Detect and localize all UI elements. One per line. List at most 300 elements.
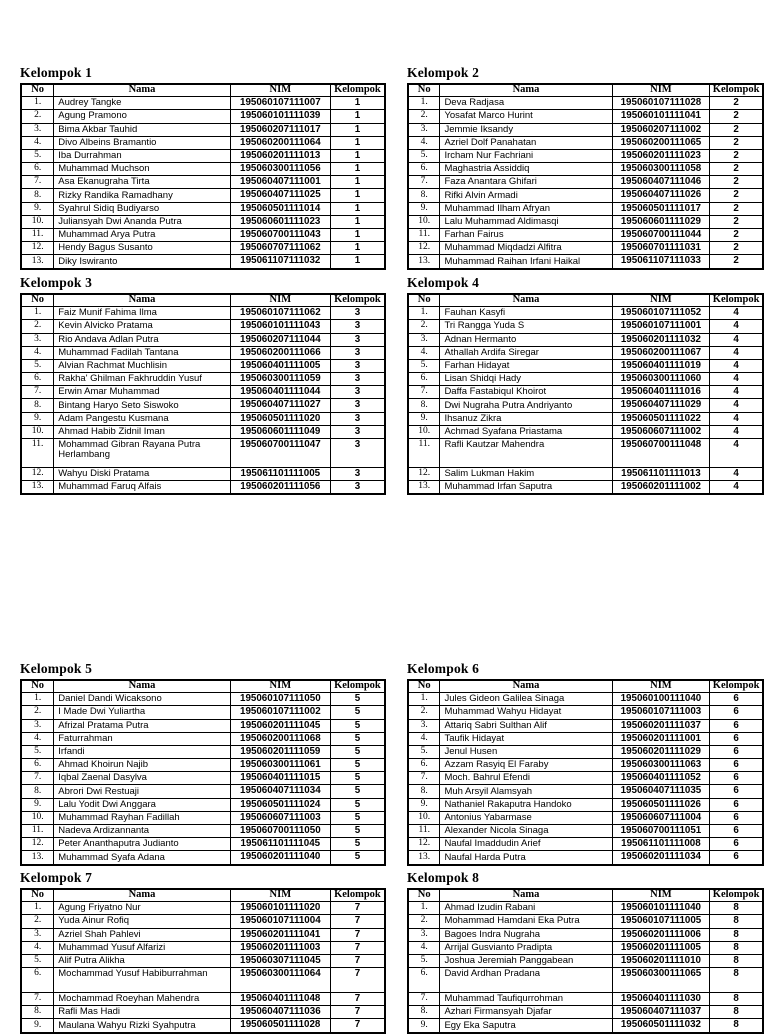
table-row xyxy=(21,176,385,189)
table-row xyxy=(408,968,763,993)
no-cell: 5. xyxy=(21,359,54,372)
nama-cell: Divo Albeins Bramantio xyxy=(54,136,231,149)
table-row xyxy=(408,110,763,123)
kelompok-cell: 5 xyxy=(330,745,385,758)
table-row xyxy=(21,149,385,162)
nama-cell: Iqbal Zaenal Dasylva xyxy=(54,772,231,785)
table-row xyxy=(408,481,763,495)
nim-cell: 195061101111008 xyxy=(612,838,710,851)
no-cell: 2. xyxy=(21,706,54,719)
nama-cell: Attariq Sabri Sulthan Alif xyxy=(440,719,612,732)
column-header: NIM xyxy=(230,889,330,902)
no-cell: 7. xyxy=(408,386,440,399)
column-header: Kelompok xyxy=(710,680,763,693)
nama-cell: Athallah Ardifa Siregar xyxy=(440,346,612,359)
kelompok-cell: 1 xyxy=(330,97,385,110)
no-cell: 13. xyxy=(21,851,54,865)
table-row xyxy=(408,825,763,838)
nama-cell: Azhari Firmansyah Djafar xyxy=(440,1006,612,1019)
no-cell: 2. xyxy=(408,706,440,719)
kelompok-cell: 4 xyxy=(710,399,763,412)
nim-cell: 195060207111044 xyxy=(230,333,330,346)
no-cell: 9. xyxy=(21,202,54,215)
kelompok-cell: 4 xyxy=(710,412,763,425)
group-table xyxy=(20,83,386,269)
nim-cell: 195060201111001 xyxy=(612,732,710,745)
nim-cell: 195060700111050 xyxy=(230,825,330,838)
table-row xyxy=(21,759,385,772)
kelompok-cell: 1 xyxy=(330,149,385,162)
nama-cell: Wahyu Diski Pratama xyxy=(54,468,231,481)
nama-cell: Azriel Dolf Panahatan xyxy=(440,136,612,149)
group-section-4 xyxy=(407,276,764,495)
table-row xyxy=(21,202,385,215)
table-row xyxy=(21,706,385,719)
no-cell: 11. xyxy=(21,825,54,838)
nama-cell: Bagoes Indra Nugraha xyxy=(440,928,612,941)
no-cell: 12. xyxy=(408,838,440,851)
table-row xyxy=(408,399,763,412)
kelompok-cell: 3 xyxy=(330,412,385,425)
group-title: Kelompok 4 xyxy=(407,275,480,290)
no-cell: 8. xyxy=(408,1006,440,1019)
no-cell: 1. xyxy=(21,902,54,915)
table-row xyxy=(21,719,385,732)
kelompok-cell: 5 xyxy=(330,693,385,706)
table-row xyxy=(21,785,385,798)
nama-cell: Muhammad Raihan Irfani Haikal xyxy=(440,255,612,269)
nim-cell: 195060407111027 xyxy=(230,399,330,412)
nim-cell: 195060201111029 xyxy=(612,745,710,758)
no-cell: 12. xyxy=(408,468,440,481)
table-row xyxy=(21,693,385,706)
column-header: No xyxy=(21,889,54,902)
kelompok-cell: 5 xyxy=(330,811,385,824)
group-title: Kelompok 6 xyxy=(407,661,480,676)
no-cell: 5. xyxy=(408,954,440,967)
table-row xyxy=(408,386,763,399)
nama-cell: Deva Radjasa xyxy=(440,97,612,110)
table-row xyxy=(21,229,385,242)
no-cell: 8. xyxy=(21,399,54,412)
nama-cell: Fauhan Kasyfi xyxy=(440,307,612,320)
table-row xyxy=(408,928,763,941)
table-row xyxy=(21,928,385,941)
table-row xyxy=(408,745,763,758)
kelompok-cell: 3 xyxy=(330,468,385,481)
no-cell: 4. xyxy=(408,732,440,745)
nama-cell: Adnan Hermanto xyxy=(440,333,612,346)
header-row xyxy=(21,889,385,902)
nim-cell: 195060201111010 xyxy=(612,954,710,967)
no-cell: 5. xyxy=(21,954,54,967)
kelompok-cell: 4 xyxy=(710,359,763,372)
table-row xyxy=(408,163,763,176)
nama-cell: Faturrahman xyxy=(54,732,231,745)
table-row xyxy=(408,772,763,785)
nim-cell: 195060607111003 xyxy=(230,811,330,824)
nim-cell: 195060107111004 xyxy=(230,915,330,928)
kelompok-cell: 4 xyxy=(710,386,763,399)
no-cell: 5. xyxy=(408,359,440,372)
nim-cell: 195060201111034 xyxy=(612,851,710,865)
nama-cell: Alvian Rachmat Muchlisin xyxy=(54,359,231,372)
no-cell: 6. xyxy=(21,373,54,386)
kelompok-cell: 8 xyxy=(710,1019,763,1033)
nama-cell: Agung Pramono xyxy=(54,110,231,123)
nama-cell: Afrizal Pratama Putra xyxy=(54,719,231,732)
kelompok-cell: 4 xyxy=(710,425,763,438)
nama-cell: Rafli Mas Hadi xyxy=(54,1006,231,1019)
table-row xyxy=(21,215,385,228)
nama-cell: Rifki Alvin Armadi xyxy=(440,189,612,202)
kelompok-cell: 6 xyxy=(710,785,763,798)
nim-cell: 195060607111002 xyxy=(612,425,710,438)
no-cell: 4. xyxy=(408,346,440,359)
table-row xyxy=(408,954,763,967)
kelompok-cell: 5 xyxy=(330,706,385,719)
kelompok-cell: 5 xyxy=(330,772,385,785)
group-title: Kelompok 2 xyxy=(407,65,480,80)
table-row xyxy=(408,215,763,228)
nama-cell: Lisan Shidqi Hady xyxy=(440,373,612,386)
no-cell: 6. xyxy=(408,373,440,386)
table-row xyxy=(21,481,385,495)
header-row xyxy=(408,889,763,902)
kelompok-cell: 4 xyxy=(710,320,763,333)
nama-cell: Salim Lukman Hakim xyxy=(440,468,612,481)
column-header: Nama xyxy=(54,889,231,902)
column-header: Kelompok xyxy=(710,889,763,902)
column-header: NIM xyxy=(230,294,330,307)
no-cell: 4. xyxy=(21,732,54,745)
nim-cell: 195060401111044 xyxy=(230,386,330,399)
kelompok-cell: 2 xyxy=(710,215,763,228)
nim-cell: 195060501111024 xyxy=(230,798,330,811)
no-cell: 2. xyxy=(408,320,440,333)
nama-cell: Mohammad Gibran Rayana Putra Herlambang xyxy=(54,439,231,468)
no-cell: 8. xyxy=(408,399,440,412)
nim-cell: 195060501111017 xyxy=(612,202,710,215)
no-cell: 11. xyxy=(408,229,440,242)
nama-cell: Joshua Jeremiah Panggabean xyxy=(440,954,612,967)
kelompok-cell: 2 xyxy=(710,242,763,255)
no-cell: 13. xyxy=(408,255,440,269)
no-cell: 13. xyxy=(21,255,54,269)
nim-cell: 195060407111025 xyxy=(230,189,330,202)
table-row xyxy=(21,745,385,758)
no-cell: 1. xyxy=(408,97,440,110)
kelompok-cell: 6 xyxy=(710,759,763,772)
header-row xyxy=(21,294,385,307)
column-header: NIM xyxy=(612,889,710,902)
kelompok-cell: 8 xyxy=(710,1006,763,1019)
nama-cell: Peter Ananthaputra Judianto xyxy=(54,838,231,851)
nim-cell: 195060601111023 xyxy=(230,215,330,228)
table-row xyxy=(21,954,385,967)
nim-cell: 195060200111067 xyxy=(612,346,710,359)
nama-cell: Lalu Yodit Dwi Anggara xyxy=(54,798,231,811)
kelompok-cell: 6 xyxy=(710,719,763,732)
nim-cell: 195060200111065 xyxy=(612,136,710,149)
no-cell: 1. xyxy=(408,693,440,706)
kelompok-cell: 1 xyxy=(330,202,385,215)
no-cell: 1. xyxy=(408,902,440,915)
kelompok-cell: 7 xyxy=(330,1019,385,1033)
nim-cell: 195060201111059 xyxy=(230,745,330,758)
kelompok-cell: 2 xyxy=(710,255,763,269)
kelompok-cell: 7 xyxy=(330,968,385,993)
no-cell: 6. xyxy=(408,759,440,772)
kelompok-cell: 7 xyxy=(330,954,385,967)
kelompok-cell: 7 xyxy=(330,915,385,928)
kelompok-cell: 5 xyxy=(330,798,385,811)
no-cell: 7. xyxy=(21,386,54,399)
kelompok-cell: 3 xyxy=(330,481,385,495)
nama-cell: Nadeva Ardizannanta xyxy=(54,825,231,838)
nama-cell: Muhammad Irfan Saputra xyxy=(440,481,612,495)
group-section-8 xyxy=(407,871,764,1034)
group-section-2 xyxy=(407,66,764,270)
nim-cell: 195060200111064 xyxy=(230,136,330,149)
kelompok-cell: 2 xyxy=(710,202,763,215)
no-cell: 13. xyxy=(408,851,440,865)
table-row xyxy=(408,123,763,136)
table-row xyxy=(408,851,763,865)
column-header: Kelompok xyxy=(710,294,763,307)
nim-cell: 195060107111002 xyxy=(230,706,330,719)
nim-cell: 195060501111026 xyxy=(612,798,710,811)
group-title: Kelompok 5 xyxy=(20,661,93,676)
no-cell: 9. xyxy=(408,202,440,215)
column-header: Nama xyxy=(54,294,231,307)
nim-cell: 195060407111046 xyxy=(612,176,710,189)
nim-cell: 195060201111013 xyxy=(230,149,330,162)
kelompok-cell: 8 xyxy=(710,915,763,928)
table-row xyxy=(408,425,763,438)
nim-cell: 195060201111045 xyxy=(230,719,330,732)
no-cell: 12. xyxy=(408,242,440,255)
table-row xyxy=(21,1019,385,1033)
nim-cell: 195060201111037 xyxy=(612,719,710,732)
kelompok-cell: 1 xyxy=(330,189,385,202)
nim-cell: 195060501111014 xyxy=(230,202,330,215)
kelompok-cell: 3 xyxy=(330,439,385,468)
nim-cell: 195060501111028 xyxy=(230,1019,330,1033)
nama-cell: Ahmad Khoirun Najib xyxy=(54,759,231,772)
table-row xyxy=(408,136,763,149)
no-cell: 3. xyxy=(408,333,440,346)
table-row xyxy=(21,359,385,372)
nama-cell: Jemmie Iksandy xyxy=(440,123,612,136)
nim-cell: 195060501111022 xyxy=(612,412,710,425)
column-header: Kelompok xyxy=(330,294,385,307)
column-header: Nama xyxy=(440,294,612,307)
header-row xyxy=(21,84,385,97)
nim-cell: 195060200111068 xyxy=(230,732,330,745)
table-row xyxy=(408,189,763,202)
nama-cell: Antonius Yabarmase xyxy=(440,811,612,824)
table-row xyxy=(408,373,763,386)
group-section-6 xyxy=(407,662,764,866)
nama-cell: David Ardhan Pradana xyxy=(440,968,612,993)
table-row xyxy=(408,412,763,425)
kelompok-cell: 4 xyxy=(710,333,763,346)
no-cell: 2. xyxy=(21,110,54,123)
no-cell: 3. xyxy=(408,123,440,136)
nim-cell: 195060101111041 xyxy=(612,110,710,123)
nim-cell: 195060101111039 xyxy=(230,110,330,123)
table-row xyxy=(21,320,385,333)
nama-cell: Naufal Imaddudin Arief xyxy=(440,838,612,851)
nama-cell: Irfandi xyxy=(54,745,231,758)
no-cell: 4. xyxy=(408,941,440,954)
nim-cell: 195060100111040 xyxy=(612,693,710,706)
nim-cell: 195060201111005 xyxy=(612,941,710,954)
nama-cell: Azzam Rasyiq El Faraby xyxy=(440,759,612,772)
no-cell: 8. xyxy=(408,189,440,202)
nama-cell: Erwin Amar Muhammad xyxy=(54,386,231,399)
nim-cell: 195060407111001 xyxy=(230,176,330,189)
nama-cell: Muhammad Arya Putra xyxy=(54,229,231,242)
nim-cell: 195060101111020 xyxy=(230,902,330,915)
table-row xyxy=(21,189,385,202)
nim-cell: 195061101111005 xyxy=(230,468,330,481)
table-row xyxy=(21,373,385,386)
nim-cell: 195060707111062 xyxy=(230,242,330,255)
nama-cell: Hendy Bagus Susanto xyxy=(54,242,231,255)
kelompok-cell: 7 xyxy=(330,902,385,915)
kelompok-cell: 5 xyxy=(330,825,385,838)
no-cell: 9. xyxy=(21,1019,54,1033)
nama-cell: Mohammad Hamdani Eka Putra xyxy=(440,915,612,928)
column-header: NIM xyxy=(230,680,330,693)
no-cell: 4. xyxy=(21,136,54,149)
no-cell: 10. xyxy=(408,215,440,228)
nim-cell: 195060207111002 xyxy=(612,123,710,136)
kelompok-cell: 8 xyxy=(710,954,763,967)
kelompok-cell: 3 xyxy=(330,373,385,386)
nim-cell: 195060307111045 xyxy=(230,954,330,967)
kelompok-cell: 1 xyxy=(330,110,385,123)
group-table xyxy=(407,679,764,865)
no-cell: 8. xyxy=(21,1006,54,1019)
column-header: Kelompok xyxy=(330,84,385,97)
no-cell: 10. xyxy=(408,425,440,438)
nama-cell: Agung Friyatno Nur xyxy=(54,902,231,915)
nim-cell: 195060407111037 xyxy=(612,1006,710,1019)
no-cell: 11. xyxy=(21,439,54,468)
group-table xyxy=(407,888,764,1034)
table-row xyxy=(21,941,385,954)
nama-cell: Rizky Randika Ramadhany xyxy=(54,189,231,202)
no-cell: 2. xyxy=(408,915,440,928)
nama-cell: Yuda Ainur Rofiq xyxy=(54,915,231,928)
kelompok-cell: 6 xyxy=(710,798,763,811)
nim-cell: 195061107111032 xyxy=(230,255,330,269)
nama-cell: Muhammad Ilham Afryan xyxy=(440,202,612,215)
nim-cell: 195060601111029 xyxy=(612,215,710,228)
table-row xyxy=(408,1006,763,1019)
nama-cell: Syahrul Sidiq Budiyarso xyxy=(54,202,231,215)
kelompok-cell: 8 xyxy=(710,968,763,993)
no-cell: 6. xyxy=(21,759,54,772)
table-row xyxy=(408,202,763,215)
nama-cell: Rio Andava Adlan Putra xyxy=(54,333,231,346)
no-cell: 4. xyxy=(21,941,54,954)
nama-cell: Ahmad Izudin Rabani xyxy=(440,902,612,915)
kelompok-cell: 4 xyxy=(710,481,763,495)
table-row xyxy=(408,346,763,359)
no-cell: 7. xyxy=(408,176,440,189)
table-row xyxy=(21,386,385,399)
nim-cell: 195060107111062 xyxy=(230,307,330,320)
nama-cell: Asa Ekanugraha Tirta xyxy=(54,176,231,189)
kelompok-cell: 7 xyxy=(330,993,385,1006)
nim-cell: 195060300111059 xyxy=(230,373,330,386)
nama-cell: Rakha' Ghilman Fakhruddin Yusuf xyxy=(54,373,231,386)
nim-cell: 195060607111004 xyxy=(612,811,710,824)
table-row xyxy=(408,785,763,798)
kelompok-cell: 3 xyxy=(330,359,385,372)
table-row xyxy=(408,993,763,1006)
table-row xyxy=(21,412,385,425)
nama-cell: Rafli Kautzar Mahendra xyxy=(440,439,612,468)
nim-cell: 195060107111028 xyxy=(612,97,710,110)
nama-cell: Jules Gideon Galilea Sinaga xyxy=(440,693,612,706)
nama-cell: Achmad Syafana Priastama xyxy=(440,425,612,438)
no-cell: 10. xyxy=(21,425,54,438)
kelompok-cell: 2 xyxy=(710,97,763,110)
table-row xyxy=(21,399,385,412)
no-cell: 8. xyxy=(21,189,54,202)
kelompok-cell: 1 xyxy=(330,215,385,228)
nama-cell: Faiz Munif Fahima Ilma xyxy=(54,307,231,320)
kelompok-cell: 6 xyxy=(710,825,763,838)
table-row xyxy=(21,993,385,1006)
no-cell: 6. xyxy=(21,163,54,176)
kelompok-cell: 3 xyxy=(330,333,385,346)
nim-cell: 195060201111040 xyxy=(230,851,330,865)
nama-cell: Daniel Dandi Wicaksono xyxy=(54,693,231,706)
nama-cell: Maulana Wahyu Rizki Syahputra xyxy=(54,1019,231,1033)
kelompok-cell: 3 xyxy=(330,307,385,320)
kelompok-cell: 8 xyxy=(710,941,763,954)
no-cell: 9. xyxy=(408,798,440,811)
nama-cell: Azriel Shah Pahlevi xyxy=(54,928,231,941)
kelompok-cell: 5 xyxy=(330,838,385,851)
nim-cell: 195060107111001 xyxy=(612,320,710,333)
kelompok-cell: 1 xyxy=(330,136,385,149)
no-cell: 12. xyxy=(21,838,54,851)
kelompok-cell: 6 xyxy=(710,745,763,758)
no-cell: 1. xyxy=(21,97,54,110)
kelompok-cell: 4 xyxy=(710,346,763,359)
kelompok-cell: 2 xyxy=(710,136,763,149)
kelompok-cell: 2 xyxy=(710,176,763,189)
kelompok-cell: 5 xyxy=(330,785,385,798)
no-cell: 5. xyxy=(408,745,440,758)
no-cell: 5. xyxy=(408,149,440,162)
table-row xyxy=(408,706,763,719)
table-row xyxy=(21,242,385,255)
no-cell: 5. xyxy=(21,149,54,162)
column-header: Nama xyxy=(440,889,612,902)
nim-cell: 195060201111032 xyxy=(612,333,710,346)
no-cell: 7. xyxy=(408,993,440,1006)
table-row xyxy=(408,320,763,333)
no-cell: 3. xyxy=(21,928,54,941)
